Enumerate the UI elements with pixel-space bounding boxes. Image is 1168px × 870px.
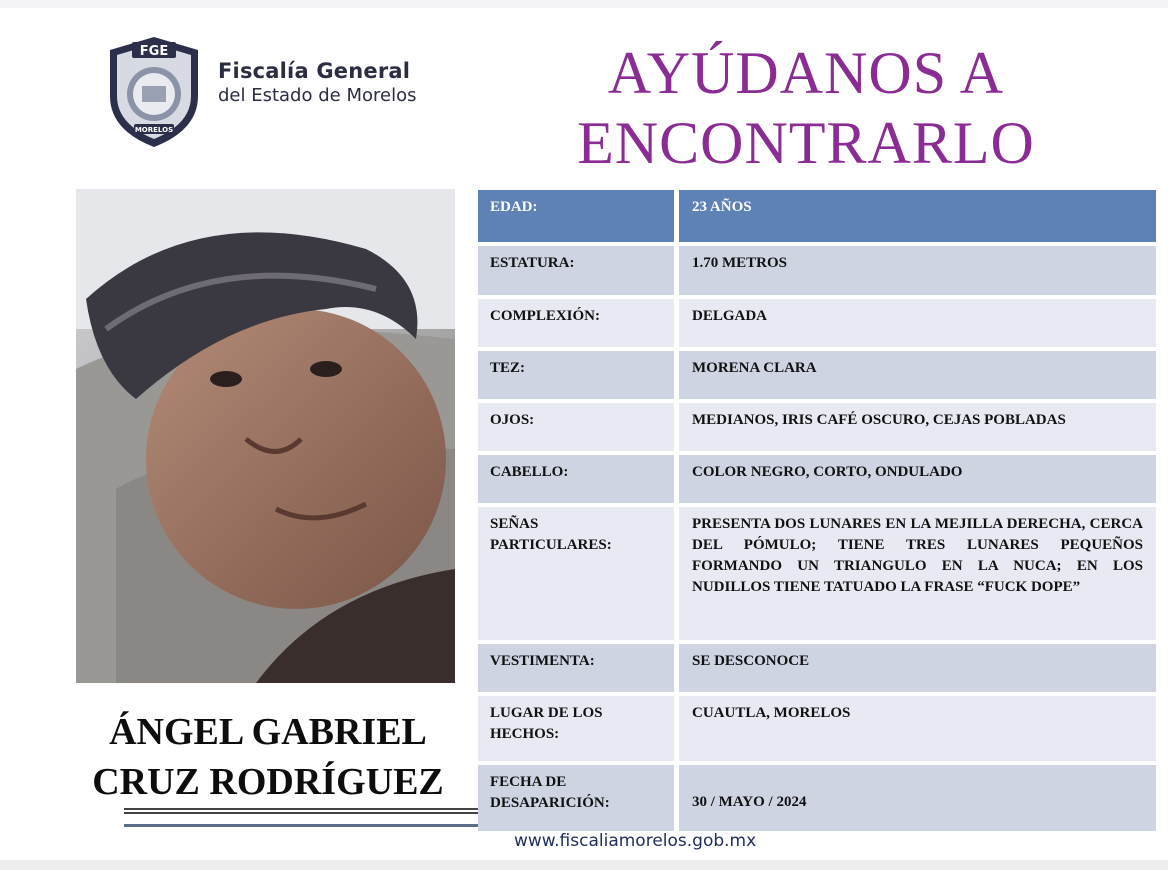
table-row-age <box>478 190 1156 242</box>
row-label: COMPLEXIÓN: <box>478 299 674 347</box>
table-row-complexion <box>478 351 1156 399</box>
table-row-disappearance-date <box>478 765 1156 831</box>
svg-text:MORELOS: MORELOS <box>134 126 174 134</box>
table-row-build <box>478 299 1156 347</box>
name-double-rule <box>124 808 479 814</box>
name-underline <box>124 824 479 827</box>
row-value: MEDIANOS, IRIS CAFÉ OSCURO, CEJAS POBLADAS <box>679 403 1156 451</box>
row-value: COLOR NEGRO, CORTO, ONDULADO <box>679 455 1156 503</box>
row-label: TEZ: <box>478 351 674 399</box>
row-label: EDAD: <box>478 190 674 242</box>
row-value: SE DESCONOCE <box>679 644 1156 692</box>
headline <box>546 38 1066 178</box>
headline-line-2: ENCONTRARLO <box>577 110 1035 176</box>
table-row-clothing <box>478 644 1156 692</box>
row-value: 23 AÑOS <box>679 190 1156 242</box>
row-value: CUAUTLA, MORELOS <box>679 696 1156 761</box>
row-label: OJOS: <box>478 403 674 451</box>
bottom-strip <box>0 860 1168 870</box>
name-line-1: ÁNGEL GABRIEL <box>109 711 427 753</box>
row-value: MORENA CLARA <box>679 351 1156 399</box>
row-value: PRESENTA DOS LUNARES EN LA MEJILLA DERECHA, CERCA DEL PÓMULO; TIENE TRES LUNARES PEQUEÑOS FORMANDO UN TRIANGULO EN LA NUCA; EN LOS NUDILLOS TIENE TATUADO LA FRASE “FUCK DOPE” <box>679 507 1156 640</box>
details-table <box>478 190 1156 835</box>
missing-person-photo <box>76 189 455 683</box>
row-label: LUGAR DE LOS HECHOS: <box>478 696 674 761</box>
table-row-location <box>478 696 1156 761</box>
name-line-2: CRUZ RODRÍGUEZ <box>92 761 444 803</box>
row-value: 1.70 METROS <box>679 246 1156 295</box>
top-strip <box>0 0 1168 8</box>
fge-logo <box>104 34 204 150</box>
row-label: ESTATURA: <box>478 246 674 295</box>
table-row-eyes <box>478 403 1156 451</box>
row-label: FECHA DE DESAPARICIÓN: <box>478 765 674 831</box>
org-line-2: del Estado de Morelos <box>218 85 417 106</box>
table-row-height <box>478 246 1156 295</box>
org-line-1: Fiscalía General <box>218 59 411 83</box>
website-link[interactable]: www.fiscaliamorelos.gob.mx <box>514 831 757 851</box>
svg-text:FGE: FGE <box>139 44 169 59</box>
missing-person-name <box>60 707 476 807</box>
row-value: 30 / MAYO / 2024 <box>679 765 1156 831</box>
row-value: DELGADA <box>679 299 1156 347</box>
row-label: CABELLO: <box>478 455 674 503</box>
table-row-distinguishing-marks <box>478 507 1156 640</box>
table-row-hair <box>478 455 1156 503</box>
headline-line-1: AYÚDANOS A <box>607 40 1005 106</box>
row-label: SEÑAS PARTICULARES: <box>478 507 674 640</box>
row-label: VESTIMENTA: <box>478 644 674 692</box>
organization-name <box>218 58 416 108</box>
